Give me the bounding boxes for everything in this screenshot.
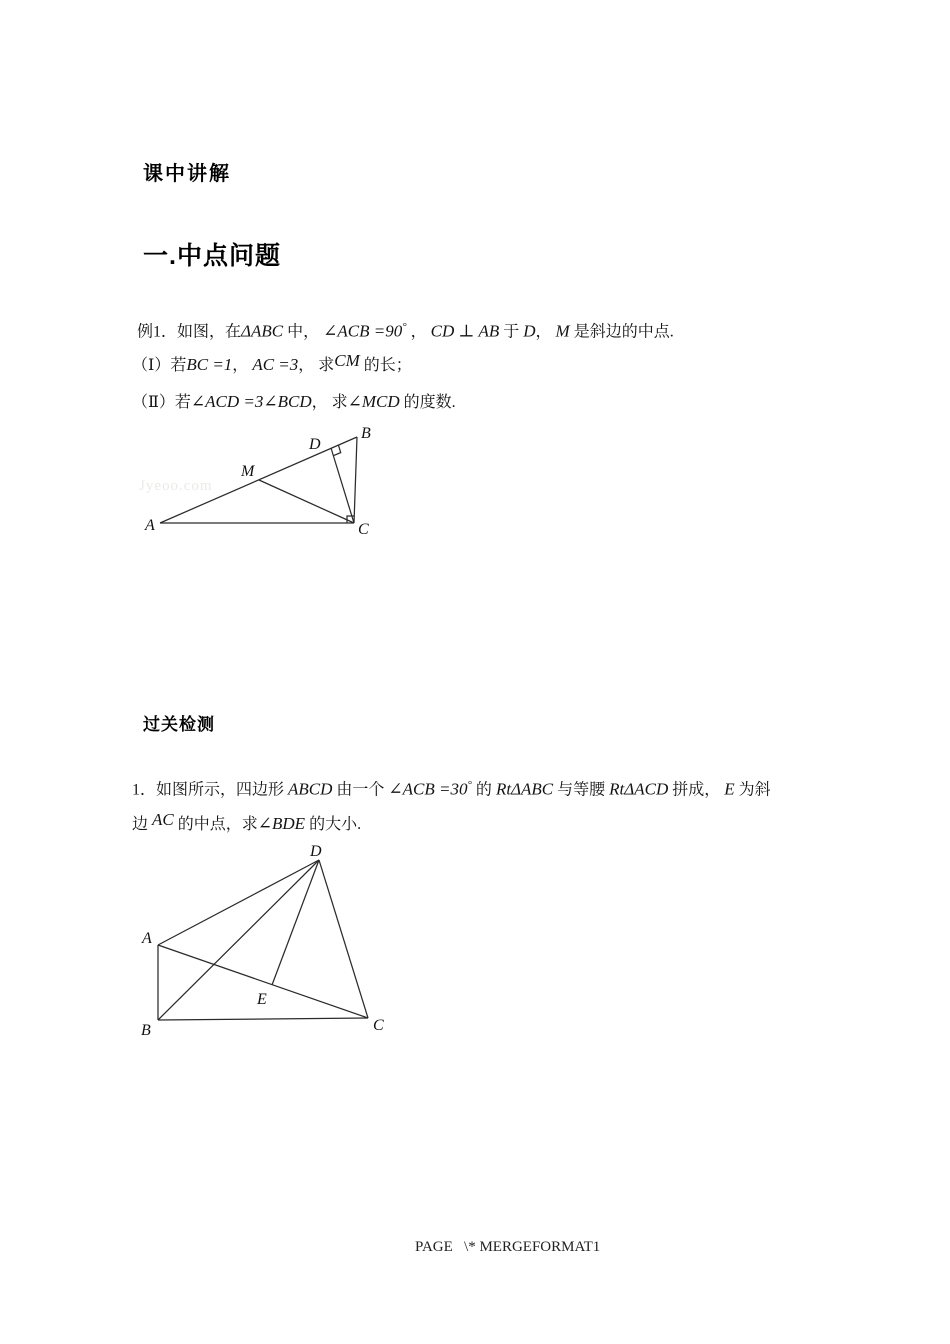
example1-line-3 (132, 389, 456, 415)
text-segment: 是斜边的中点. (569, 323, 674, 341)
text-segment: 1．如图所示，四边形 (132, 781, 289, 799)
text-segment: RtΔACD (609, 779, 669, 799)
text-segment: 拼成， (668, 781, 725, 799)
text-segment: RtΔABC (495, 779, 554, 799)
page-footer-field: PAGE \* MERGEFORMAT1 (415, 1239, 601, 1255)
text-segment: 与等腰 (553, 781, 610, 799)
line-dc (319, 860, 368, 1018)
text-segment: =1 (208, 355, 233, 374)
text-segment: ° (467, 779, 472, 791)
line-cm (259, 480, 354, 523)
text-segment: 由一个 (332, 781, 389, 799)
checkpoint-heading: 过关检测 (143, 715, 215, 734)
text-segment: 的中点，求 (173, 816, 258, 833)
vertex-label-b: B (141, 1022, 151, 1039)
text-segment: ， (406, 323, 431, 341)
text-segment: 中， (283, 323, 324, 341)
page-title: 课中讲解 (143, 163, 231, 185)
text-segment: ， (232, 357, 253, 374)
text-segment: ° (402, 321, 407, 333)
text-segment: BC (186, 355, 209, 374)
text-segment: 的 (471, 781, 496, 799)
text-segment: ABCD (288, 779, 333, 799)
vertex-label-b: B (361, 425, 371, 442)
text-segment: （Ⅱ）若 (132, 394, 191, 411)
text-segment: =90 (369, 321, 403, 341)
figure-quadrilateral-abcd (130, 840, 410, 1045)
text-segment: ΔABC (241, 321, 284, 341)
line-bc (158, 1018, 368, 1020)
vertex-label-c: C (373, 1017, 384, 1034)
text-segment: ∠ACD (190, 392, 240, 411)
text-segment: 的度数. (399, 394, 456, 411)
text-segment: D (523, 321, 536, 341)
vertex-label-a: A (145, 517, 155, 534)
vertex-label-e: E (257, 991, 267, 1008)
example1-line-1 (137, 315, 674, 344)
vertex-label-c: C (358, 521, 369, 538)
text-segment: AC (152, 810, 174, 829)
problem1-line-1 (132, 773, 771, 802)
vertex-label-d: D (310, 843, 322, 860)
vertex-label-m: M (241, 463, 255, 480)
text-segment: AB (478, 321, 500, 341)
text-segment: 于 (499, 323, 524, 341)
text-segment: CM (334, 351, 360, 370)
text-segment: =3 (274, 355, 299, 374)
text-segment: ∠MCD (347, 392, 400, 411)
text-segment: ∠ACB (388, 779, 435, 799)
line-ad (158, 860, 319, 945)
line-ab (160, 437, 357, 523)
text-segment: ∠BDE (257, 814, 306, 833)
figure-right-triangle-acb (130, 420, 400, 555)
section-heading-midpoint: 一.中点问题 (143, 242, 281, 270)
text-segment: ， 求 (298, 357, 335, 374)
example1-line-2 (132, 352, 412, 378)
text-segment: ⊥ (454, 321, 479, 341)
text-segment: ∠ACB (323, 321, 370, 341)
text-segment: CD (430, 321, 455, 341)
text-segment: 的长； (359, 357, 412, 374)
line-bd (158, 860, 319, 1020)
text-segment: ， 求 (311, 394, 348, 411)
text-segment: M (555, 321, 570, 341)
text-segment: 例1．如图，在 (137, 323, 242, 341)
text-segment: （Ⅰ）若 (132, 357, 187, 374)
vertex-label-a: A (142, 930, 152, 947)
text-segment: E (724, 779, 735, 799)
text-segment: 边 (132, 816, 153, 833)
text-segment: ， (535, 323, 556, 341)
watermark: Jyeoo.com (139, 478, 213, 494)
line-de (272, 860, 319, 985)
text-segment: ∠BCD (263, 392, 312, 411)
text-segment: =30 (434, 779, 468, 799)
line-bc (354, 437, 357, 523)
line-cd (331, 448, 354, 523)
text-segment: 为斜 (734, 781, 771, 799)
problem1-line-2 (132, 811, 361, 837)
text-segment: AC (252, 355, 275, 374)
vertex-label-d: D (309, 436, 321, 453)
text-segment: =3 (239, 392, 264, 411)
text-segment: 的大小. (305, 816, 362, 833)
